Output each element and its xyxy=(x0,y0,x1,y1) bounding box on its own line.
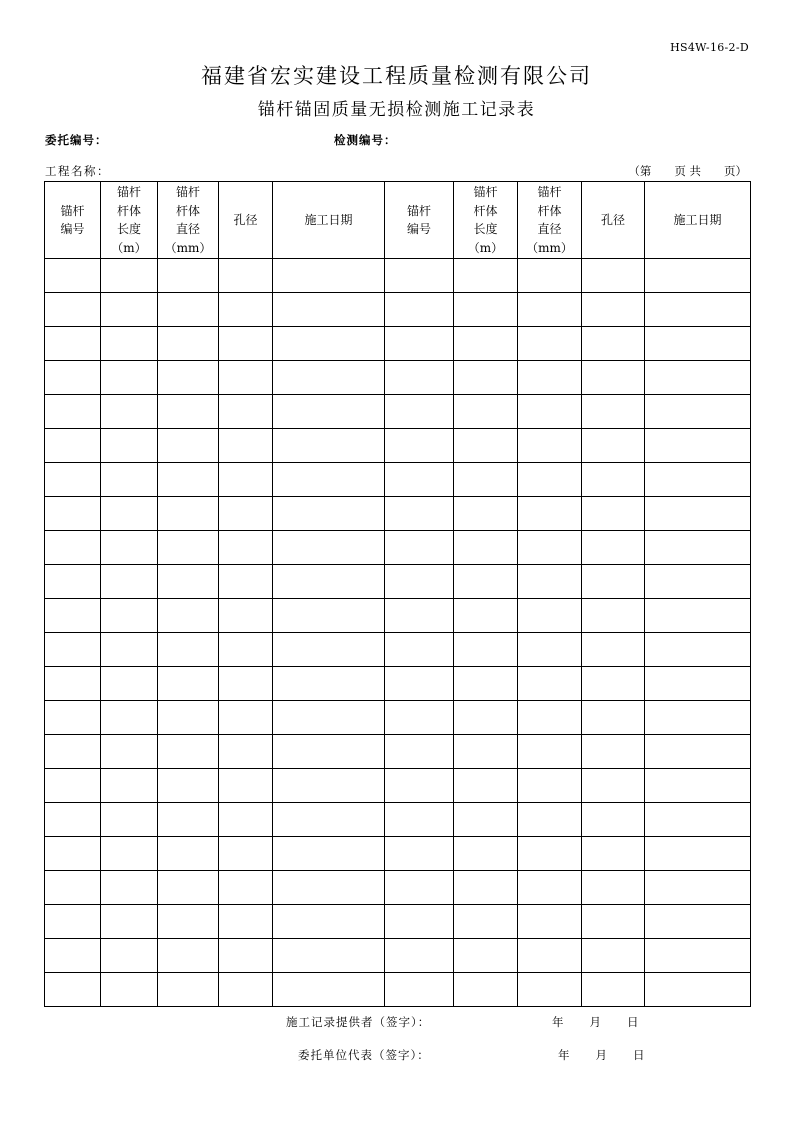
table-cell[interactable] xyxy=(45,463,101,497)
table-cell[interactable] xyxy=(219,293,273,327)
table-cell[interactable] xyxy=(645,633,751,667)
table-cell[interactable] xyxy=(385,905,454,939)
table-row xyxy=(45,735,751,769)
table-cell[interactable] xyxy=(219,361,273,395)
table-cell[interactable] xyxy=(518,837,582,871)
table-cell[interactable] xyxy=(45,803,101,837)
table-cell[interactable] xyxy=(385,497,454,531)
table-cell[interactable] xyxy=(219,871,273,905)
table-cell[interactable] xyxy=(518,361,582,395)
table-cell[interactable] xyxy=(454,395,518,429)
table-cell[interactable] xyxy=(518,497,582,531)
table-cell[interactable] xyxy=(454,973,518,1007)
table-cell[interactable] xyxy=(518,769,582,803)
table-cell[interactable] xyxy=(454,939,518,973)
table-cell[interactable] xyxy=(158,259,219,293)
table-cell[interactable] xyxy=(273,667,385,701)
table-cell[interactable] xyxy=(385,701,454,735)
table-cell[interactable] xyxy=(45,259,101,293)
table-cell[interactable] xyxy=(273,395,385,429)
table-cell[interactable] xyxy=(273,327,385,361)
table-cell[interactable] xyxy=(45,769,101,803)
representative-signature-date: 年 月 日 xyxy=(558,1048,646,1062)
table-cell[interactable] xyxy=(385,837,454,871)
test-number-label: 检测编号： xyxy=(334,133,397,147)
table-cell[interactable] xyxy=(454,701,518,735)
table-cell[interactable] xyxy=(45,837,101,871)
table-cell[interactable] xyxy=(645,667,751,701)
table-cell[interactable] xyxy=(518,531,582,565)
table-cell[interactable] xyxy=(454,803,518,837)
table-row xyxy=(45,769,751,803)
representative-signature-label: 委托单位代表（签字）： xyxy=(298,1048,430,1062)
provider-signature-date: 年 月 日 xyxy=(552,1015,640,1029)
table-cell[interactable] xyxy=(582,395,645,429)
table-cell[interactable] xyxy=(219,463,273,497)
table-cell[interactable] xyxy=(219,633,273,667)
table-cell[interactable] xyxy=(454,531,518,565)
table-cell[interactable] xyxy=(158,463,219,497)
table-cell[interactable] xyxy=(582,565,645,599)
table-cell[interactable] xyxy=(385,463,454,497)
table-cell[interactable] xyxy=(273,599,385,633)
column-header: 锚杆 编号 xyxy=(45,182,101,259)
table-row xyxy=(45,531,751,565)
table-cell[interactable] xyxy=(454,599,518,633)
table-cell[interactable] xyxy=(645,837,751,871)
table-cell[interactable] xyxy=(582,735,645,769)
table-cell[interactable] xyxy=(273,803,385,837)
table-cell[interactable] xyxy=(385,599,454,633)
table-cell[interactable] xyxy=(219,497,273,531)
table-row xyxy=(45,599,751,633)
table-cell[interactable] xyxy=(273,293,385,327)
table-row xyxy=(45,497,751,531)
table-cell[interactable] xyxy=(158,531,219,565)
table-cell[interactable] xyxy=(273,429,385,463)
table-cell[interactable] xyxy=(645,871,751,905)
table-cell[interactable] xyxy=(45,429,101,463)
table-cell[interactable] xyxy=(645,735,751,769)
table-cell[interactable] xyxy=(158,327,219,361)
table-cell[interactable] xyxy=(645,973,751,1007)
table-cell[interactable] xyxy=(645,497,751,531)
table-cell[interactable] xyxy=(385,667,454,701)
table-cell[interactable] xyxy=(582,531,645,565)
table-cell[interactable] xyxy=(385,531,454,565)
table-cell[interactable] xyxy=(101,531,158,565)
table-cell[interactable] xyxy=(45,667,101,701)
table-cell[interactable] xyxy=(219,429,273,463)
table-cell[interactable] xyxy=(454,497,518,531)
table-row xyxy=(45,395,751,429)
table-cell[interactable] xyxy=(158,599,219,633)
table-cell[interactable] xyxy=(273,735,385,769)
table-cell[interactable] xyxy=(582,939,645,973)
table-cell[interactable] xyxy=(454,905,518,939)
table-cell[interactable] xyxy=(454,837,518,871)
table-cell[interactable] xyxy=(158,769,219,803)
table-cell[interactable] xyxy=(582,497,645,531)
table-cell[interactable] xyxy=(45,497,101,531)
table-cell[interactable] xyxy=(219,973,273,1007)
table-cell[interactable] xyxy=(219,667,273,701)
table-cell[interactable] xyxy=(45,599,101,633)
table-cell[interactable] xyxy=(158,293,219,327)
table-cell[interactable] xyxy=(582,701,645,735)
page-info: （第 页 共 页） xyxy=(628,164,747,178)
client-number-label: 委托编号： xyxy=(45,133,108,147)
table-cell[interactable] xyxy=(582,837,645,871)
table-cell[interactable] xyxy=(158,735,219,769)
table-cell[interactable] xyxy=(101,497,158,531)
column-header: 孔径 xyxy=(582,182,645,259)
table-cell[interactable] xyxy=(101,701,158,735)
table-cell[interactable] xyxy=(645,531,751,565)
table-cell[interactable] xyxy=(645,259,751,293)
table-cell[interactable] xyxy=(582,259,645,293)
provider-signature-label: 施工记录提供者（签字）： xyxy=(286,1015,431,1029)
table-cell[interactable] xyxy=(158,973,219,1007)
table-cell[interactable] xyxy=(273,701,385,735)
table-cell[interactable] xyxy=(158,905,219,939)
table-cell[interactable] xyxy=(518,803,582,837)
table-cell[interactable] xyxy=(273,871,385,905)
table-cell[interactable] xyxy=(158,497,219,531)
table-cell[interactable] xyxy=(518,327,582,361)
table-cell[interactable] xyxy=(273,939,385,973)
table-cell[interactable] xyxy=(101,395,158,429)
form-title: 锚杆锚固质量无损检测施工记录表 xyxy=(257,100,536,120)
table-cell[interactable] xyxy=(158,837,219,871)
table-cell[interactable] xyxy=(273,565,385,599)
table-cell[interactable] xyxy=(385,565,454,599)
table-cell[interactable] xyxy=(273,633,385,667)
table-cell[interactable] xyxy=(454,259,518,293)
table-row xyxy=(45,361,751,395)
table-cell[interactable] xyxy=(454,735,518,769)
table-cell[interactable] xyxy=(219,939,273,973)
table-cell[interactable] xyxy=(45,973,101,1007)
table-cell[interactable] xyxy=(518,973,582,1007)
table-cell[interactable] xyxy=(45,531,101,565)
table-row xyxy=(45,905,751,939)
table-row xyxy=(45,667,751,701)
table-cell[interactable] xyxy=(219,701,273,735)
table-header-row xyxy=(45,182,751,259)
table-cell[interactable] xyxy=(454,565,518,599)
table-cell[interactable] xyxy=(645,429,751,463)
table-cell[interactable] xyxy=(101,327,158,361)
table-cell[interactable] xyxy=(454,293,518,327)
table-cell[interactable] xyxy=(385,361,454,395)
column-header: 孔径 xyxy=(219,182,273,259)
table-cell[interactable] xyxy=(158,633,219,667)
table-row xyxy=(45,293,751,327)
table-cell[interactable] xyxy=(101,361,158,395)
table-cell[interactable] xyxy=(101,429,158,463)
table-cell[interactable] xyxy=(582,803,645,837)
table-cell[interactable] xyxy=(582,327,645,361)
table-cell[interactable] xyxy=(454,871,518,905)
table-cell[interactable] xyxy=(45,633,101,667)
table-cell[interactable] xyxy=(219,327,273,361)
table-cell[interactable] xyxy=(45,905,101,939)
table-cell[interactable] xyxy=(385,293,454,327)
table-cell[interactable] xyxy=(385,803,454,837)
table-cell[interactable] xyxy=(385,327,454,361)
table-cell[interactable] xyxy=(101,463,158,497)
table-cell[interactable] xyxy=(101,667,158,701)
table-cell[interactable] xyxy=(273,463,385,497)
table-cell[interactable] xyxy=(219,769,273,803)
table-cell[interactable] xyxy=(158,565,219,599)
table-cell[interactable] xyxy=(219,259,273,293)
table-cell[interactable] xyxy=(45,395,101,429)
table-cell[interactable] xyxy=(518,633,582,667)
table-cell[interactable] xyxy=(385,633,454,667)
table-cell[interactable] xyxy=(385,973,454,1007)
table-cell[interactable] xyxy=(582,769,645,803)
table-cell[interactable] xyxy=(45,565,101,599)
table-row xyxy=(45,327,751,361)
table-cell[interactable] xyxy=(219,599,273,633)
table-cell[interactable] xyxy=(273,361,385,395)
table-cell[interactable] xyxy=(645,565,751,599)
table-cell[interactable] xyxy=(582,667,645,701)
table-cell[interactable] xyxy=(518,429,582,463)
table-cell[interactable] xyxy=(645,395,751,429)
table-cell[interactable] xyxy=(101,633,158,667)
table-cell[interactable] xyxy=(101,565,158,599)
table-cell[interactable] xyxy=(582,463,645,497)
table-row xyxy=(45,463,751,497)
table-cell[interactable] xyxy=(45,293,101,327)
table-cell[interactable] xyxy=(101,939,158,973)
table-cell[interactable] xyxy=(101,905,158,939)
table-cell[interactable] xyxy=(219,395,273,429)
table-cell[interactable] xyxy=(582,293,645,327)
table-cell[interactable] xyxy=(385,429,454,463)
table-cell[interactable] xyxy=(45,701,101,735)
project-name-label: 工程名称： xyxy=(45,164,110,178)
table-row xyxy=(45,259,751,293)
table-cell[interactable] xyxy=(582,599,645,633)
table-row xyxy=(45,837,751,871)
column-header: 施工日期 xyxy=(273,182,385,259)
column-header: 施工日期 xyxy=(645,182,751,259)
table-cell[interactable] xyxy=(101,871,158,905)
table-cell[interactable] xyxy=(518,565,582,599)
table-cell[interactable] xyxy=(101,293,158,327)
table-cell[interactable] xyxy=(158,871,219,905)
table-cell[interactable] xyxy=(518,735,582,769)
table-cell[interactable] xyxy=(219,803,273,837)
table-cell[interactable] xyxy=(101,803,158,837)
table-cell[interactable] xyxy=(273,973,385,1007)
table-cell[interactable] xyxy=(158,667,219,701)
table-cell[interactable] xyxy=(645,769,751,803)
table-cell[interactable] xyxy=(454,463,518,497)
form-code: HS4W-16-2-D xyxy=(670,41,749,54)
table-cell[interactable] xyxy=(518,599,582,633)
table-cell[interactable] xyxy=(454,361,518,395)
table-cell[interactable] xyxy=(219,837,273,871)
table-cell[interactable] xyxy=(645,293,751,327)
table-cell[interactable] xyxy=(273,531,385,565)
table-cell[interactable] xyxy=(582,973,645,1007)
table-body xyxy=(45,259,751,1007)
table-cell[interactable] xyxy=(219,531,273,565)
table-cell[interactable] xyxy=(219,735,273,769)
table-cell[interactable] xyxy=(518,905,582,939)
table-cell[interactable] xyxy=(385,871,454,905)
table-cell[interactable] xyxy=(101,837,158,871)
table-cell[interactable] xyxy=(454,769,518,803)
record-table xyxy=(44,181,751,1007)
table-cell[interactable] xyxy=(273,905,385,939)
table-cell[interactable] xyxy=(273,837,385,871)
table-row xyxy=(45,973,751,1007)
table-cell[interactable] xyxy=(385,395,454,429)
table-cell[interactable] xyxy=(158,361,219,395)
table-cell[interactable] xyxy=(582,633,645,667)
table-cell[interactable] xyxy=(385,939,454,973)
table-cell[interactable] xyxy=(385,769,454,803)
table-cell[interactable] xyxy=(158,395,219,429)
table-cell[interactable] xyxy=(454,667,518,701)
table-cell[interactable] xyxy=(518,293,582,327)
table-cell[interactable] xyxy=(645,939,751,973)
company-name: 福建省宏实建设工程质量检测有限公司 xyxy=(201,64,592,88)
table-cell[interactable] xyxy=(454,429,518,463)
table-cell[interactable] xyxy=(45,327,101,361)
table-cell[interactable] xyxy=(45,361,101,395)
table-cell[interactable] xyxy=(101,259,158,293)
table-cell[interactable] xyxy=(45,939,101,973)
column-header: 锚杆 杆体 直径 （mm） xyxy=(158,182,219,259)
column-header: 锚杆 杆体 直径 （mm） xyxy=(518,182,582,259)
table-cell[interactable] xyxy=(158,939,219,973)
table-cell[interactable] xyxy=(582,361,645,395)
table-cell[interactable] xyxy=(101,599,158,633)
table-cell[interactable] xyxy=(273,497,385,531)
table-cell[interactable] xyxy=(518,939,582,973)
table-row xyxy=(45,565,751,599)
table-cell[interactable] xyxy=(273,259,385,293)
table-row xyxy=(45,429,751,463)
table-cell[interactable] xyxy=(645,905,751,939)
table-cell[interactable] xyxy=(645,361,751,395)
table-cell[interactable] xyxy=(45,735,101,769)
table-row xyxy=(45,701,751,735)
table-cell[interactable] xyxy=(518,259,582,293)
table-cell[interactable] xyxy=(454,633,518,667)
table-cell[interactable] xyxy=(582,871,645,905)
table-cell[interactable] xyxy=(645,803,751,837)
table-cell[interactable] xyxy=(582,905,645,939)
table-cell[interactable] xyxy=(219,565,273,599)
table-row xyxy=(45,871,751,905)
table-cell[interactable] xyxy=(385,735,454,769)
table-cell[interactable] xyxy=(518,667,582,701)
table-cell[interactable] xyxy=(101,735,158,769)
table-row xyxy=(45,633,751,667)
table-row xyxy=(45,939,751,973)
table-cell[interactable] xyxy=(518,463,582,497)
table-cell[interactable] xyxy=(645,327,751,361)
table-cell[interactable] xyxy=(518,701,582,735)
table-cell[interactable] xyxy=(219,905,273,939)
table-cell[interactable] xyxy=(273,769,385,803)
table-cell[interactable] xyxy=(158,701,219,735)
table-cell[interactable] xyxy=(518,395,582,429)
table-cell[interactable] xyxy=(101,973,158,1007)
table-cell[interactable] xyxy=(582,429,645,463)
table-cell[interactable] xyxy=(385,259,454,293)
table-cell[interactable] xyxy=(101,769,158,803)
column-header: 锚杆 编号 xyxy=(385,182,454,259)
table-cell[interactable] xyxy=(158,803,219,837)
column-header: 锚杆 杆体 长度 （m） xyxy=(454,182,518,259)
table-cell[interactable] xyxy=(454,327,518,361)
table-cell[interactable] xyxy=(645,463,751,497)
table-row xyxy=(45,803,751,837)
table-cell[interactable] xyxy=(45,871,101,905)
table-cell[interactable] xyxy=(158,429,219,463)
table-cell[interactable] xyxy=(645,599,751,633)
column-header: 锚杆 杆体 长度 （m） xyxy=(101,182,158,259)
table-cell[interactable] xyxy=(518,871,582,905)
table-cell[interactable] xyxy=(645,701,751,735)
